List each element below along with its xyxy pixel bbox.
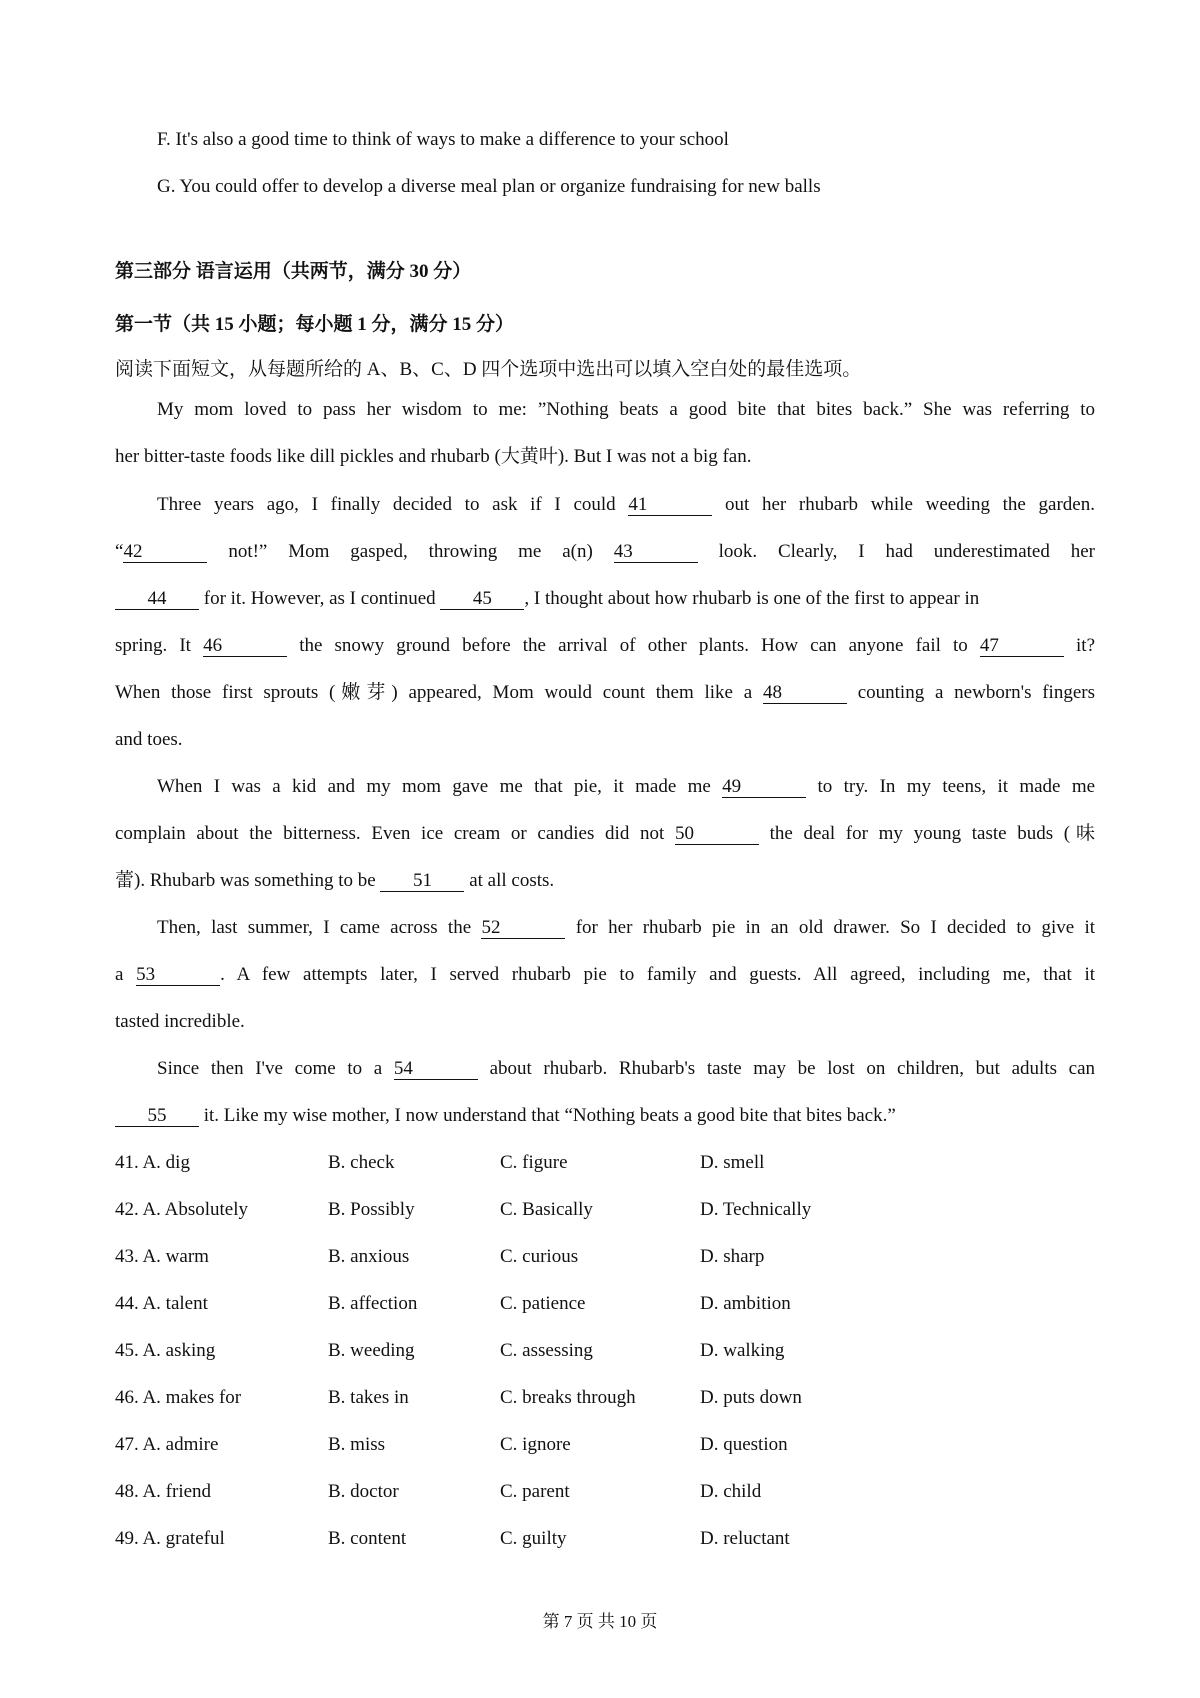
passage-line bbox=[157, 916, 1095, 940]
choice-d: D. smell bbox=[700, 1152, 765, 1173]
choice-a: 43. A. warm bbox=[115, 1246, 209, 1267]
option-g: G. You could offer to develop a diverse meal plan or organize fundraising for new balls bbox=[157, 176, 821, 197]
passage-text: it? bbox=[1076, 635, 1096, 656]
passage-line bbox=[115, 1104, 1095, 1128]
choice-b: B. check bbox=[328, 1152, 395, 1173]
passage-line bbox=[115, 822, 1095, 846]
choice-a: 47. A. admire bbox=[115, 1434, 219, 1455]
passage-line bbox=[115, 587, 1095, 611]
passage-text: complain about the bitterness. Even ice cream or candies did not bbox=[115, 823, 665, 844]
choice-c: C. curious bbox=[500, 1246, 579, 1267]
blank-44: 44 bbox=[115, 589, 199, 610]
passage-text: Then, last summer, I came across the bbox=[157, 917, 472, 938]
passage-text: for it. However, as I continued bbox=[203, 588, 436, 609]
passage-text: at all costs. bbox=[469, 870, 555, 891]
blank-51: 51 bbox=[380, 871, 464, 892]
choice-b: B. anxious bbox=[328, 1246, 410, 1267]
choice-a: 49. A. grateful bbox=[115, 1528, 225, 1549]
choice-c: C. Basically bbox=[500, 1199, 593, 1220]
choice-d: D. question bbox=[700, 1434, 788, 1455]
choice-c: C. patience bbox=[500, 1293, 586, 1314]
passage-text: about rhubarb. Rhubarb's taste may be lost on children, but adults can bbox=[489, 1058, 1096, 1079]
blank-43: 43 bbox=[614, 542, 698, 563]
blank-49: 49 bbox=[722, 777, 806, 798]
passage-line: tasted incredible. bbox=[115, 1011, 245, 1032]
choice-d: D. Technically bbox=[700, 1199, 812, 1220]
passage-line bbox=[157, 775, 1095, 799]
passage-line bbox=[115, 540, 1095, 564]
part-title: 第三部分 语言运用（共两节，满分 30 分） bbox=[115, 261, 472, 282]
passage-line: her bitter-taste foods like dill pickles and rhubarb (大黄叶). But I was not a big fan. bbox=[115, 446, 752, 467]
passage-text: the deal for my young taste buds (味 bbox=[769, 823, 1096, 844]
choice-d: D. ambition bbox=[700, 1293, 791, 1314]
passage-text: When those first sprouts (嫩芽) appeared, Mom would count them like a bbox=[115, 682, 753, 703]
passage-line bbox=[157, 493, 1095, 517]
passage-line bbox=[115, 681, 1095, 705]
passage-line bbox=[115, 869, 1095, 893]
passage-text: for her rhubarb pie in an old drawer. So I decided to give it bbox=[575, 917, 1096, 938]
passage-line bbox=[157, 1057, 1095, 1081]
choice-b: B. takes in bbox=[328, 1387, 409, 1408]
choice-c: C. guilty bbox=[500, 1528, 567, 1549]
blank-50: 50 bbox=[675, 824, 759, 845]
page-footer: 第 7 页 共 10 页 bbox=[542, 1612, 658, 1631]
passage-text: Three years ago, I finally decided to ask if I could bbox=[157, 494, 616, 515]
blank-54: 54 bbox=[394, 1059, 478, 1080]
blank-55: 55 bbox=[115, 1106, 199, 1127]
option-f: F. It's also a good time to think of ways to make a difference to your school bbox=[157, 129, 729, 150]
passage-line: My mom loved to pass her wisdom to me: ”Nothing beats a good bite that bites back.” She was referring to bbox=[157, 399, 1095, 420]
choice-b: B. miss bbox=[328, 1434, 386, 1455]
passage-text: 蕾). Rhubarb was something to be bbox=[115, 870, 376, 891]
passage-text: . A few attempts later, I served rhubarb pie to family and guests. All agreed, including me, that it bbox=[220, 964, 1095, 985]
blank-53: 53 bbox=[136, 965, 220, 986]
choice-a: 42. A. Absolutely bbox=[115, 1199, 249, 1220]
passage-text: it. Like my wise mother, I now understand that “Nothing beats a good bite that bites back.” bbox=[203, 1105, 896, 1126]
choice-b: B. content bbox=[328, 1528, 407, 1549]
passage-text: a bbox=[115, 964, 124, 985]
blank-52: 52 bbox=[481, 918, 565, 939]
choice-c: C. assessing bbox=[500, 1340, 593, 1361]
passage-text: spring. It bbox=[115, 635, 191, 656]
choice-a: 44. A. talent bbox=[115, 1293, 208, 1314]
passage-text: not!” Mom gasped, throwing me a(n) bbox=[228, 541, 593, 562]
choice-d: D. child bbox=[700, 1481, 762, 1502]
passage-text: counting a newborn's fingers bbox=[857, 682, 1095, 703]
passage-text: , I thought about how rhubarb is one of the first to appear in bbox=[524, 588, 980, 609]
choice-b: B. doctor bbox=[328, 1481, 399, 1502]
blank-46: 46 bbox=[203, 636, 287, 657]
passage-text: the snowy ground before the arrival of other plants. How can anyone fail to bbox=[299, 635, 968, 656]
choice-b: B. affection bbox=[328, 1293, 418, 1314]
blank-41: 41 bbox=[628, 495, 712, 516]
choice-a: 46. A. makes for bbox=[115, 1387, 242, 1408]
passage-text: Since then I've come to a bbox=[157, 1058, 383, 1079]
choice-c: C. breaks through bbox=[500, 1387, 636, 1408]
passage-text: to try. In my teens, it made me bbox=[817, 776, 1096, 797]
choice-d: D. sharp bbox=[700, 1246, 765, 1267]
choice-b: B. Possibly bbox=[328, 1199, 415, 1220]
passage-text: out her rhubarb while weeding the garden. bbox=[725, 494, 1095, 515]
choice-a: 45. A. asking bbox=[115, 1340, 216, 1361]
choice-c: C. figure bbox=[500, 1152, 568, 1173]
choice-c: C. ignore bbox=[500, 1434, 571, 1455]
passage-line bbox=[115, 634, 1095, 658]
instruction: 阅读下面短文，从每题所给的 A、B、C、D 四个选项中选出可以填入空白处的最佳选项。 bbox=[115, 359, 862, 380]
passage-line: and toes. bbox=[115, 729, 183, 750]
choice-a: 48. A. friend bbox=[115, 1481, 212, 1502]
blank-42: 42 bbox=[123, 542, 207, 563]
choice-c: C. parent bbox=[500, 1481, 570, 1502]
blank-47: 47 bbox=[980, 636, 1064, 657]
choice-d: D. puts down bbox=[700, 1387, 802, 1408]
choice-a: 41. A. dig bbox=[115, 1152, 190, 1173]
passage-text: When I was a kid and my mom gave me that pie, it made me bbox=[157, 776, 711, 797]
blank-45: 45 bbox=[440, 589, 524, 610]
choice-b: B. weeding bbox=[328, 1340, 415, 1361]
passage-line bbox=[115, 963, 1095, 987]
choice-d: D. reluctant bbox=[700, 1528, 790, 1549]
section-subtitle: 第一节（共 15 小题；每小题 1 分，满分 15 分） bbox=[115, 314, 515, 335]
choice-d: D. walking bbox=[700, 1340, 785, 1361]
blank-48: 48 bbox=[763, 683, 847, 704]
passage-text: look. Clearly, I had underestimated her bbox=[718, 541, 1095, 562]
passage-text: “ bbox=[115, 541, 124, 562]
